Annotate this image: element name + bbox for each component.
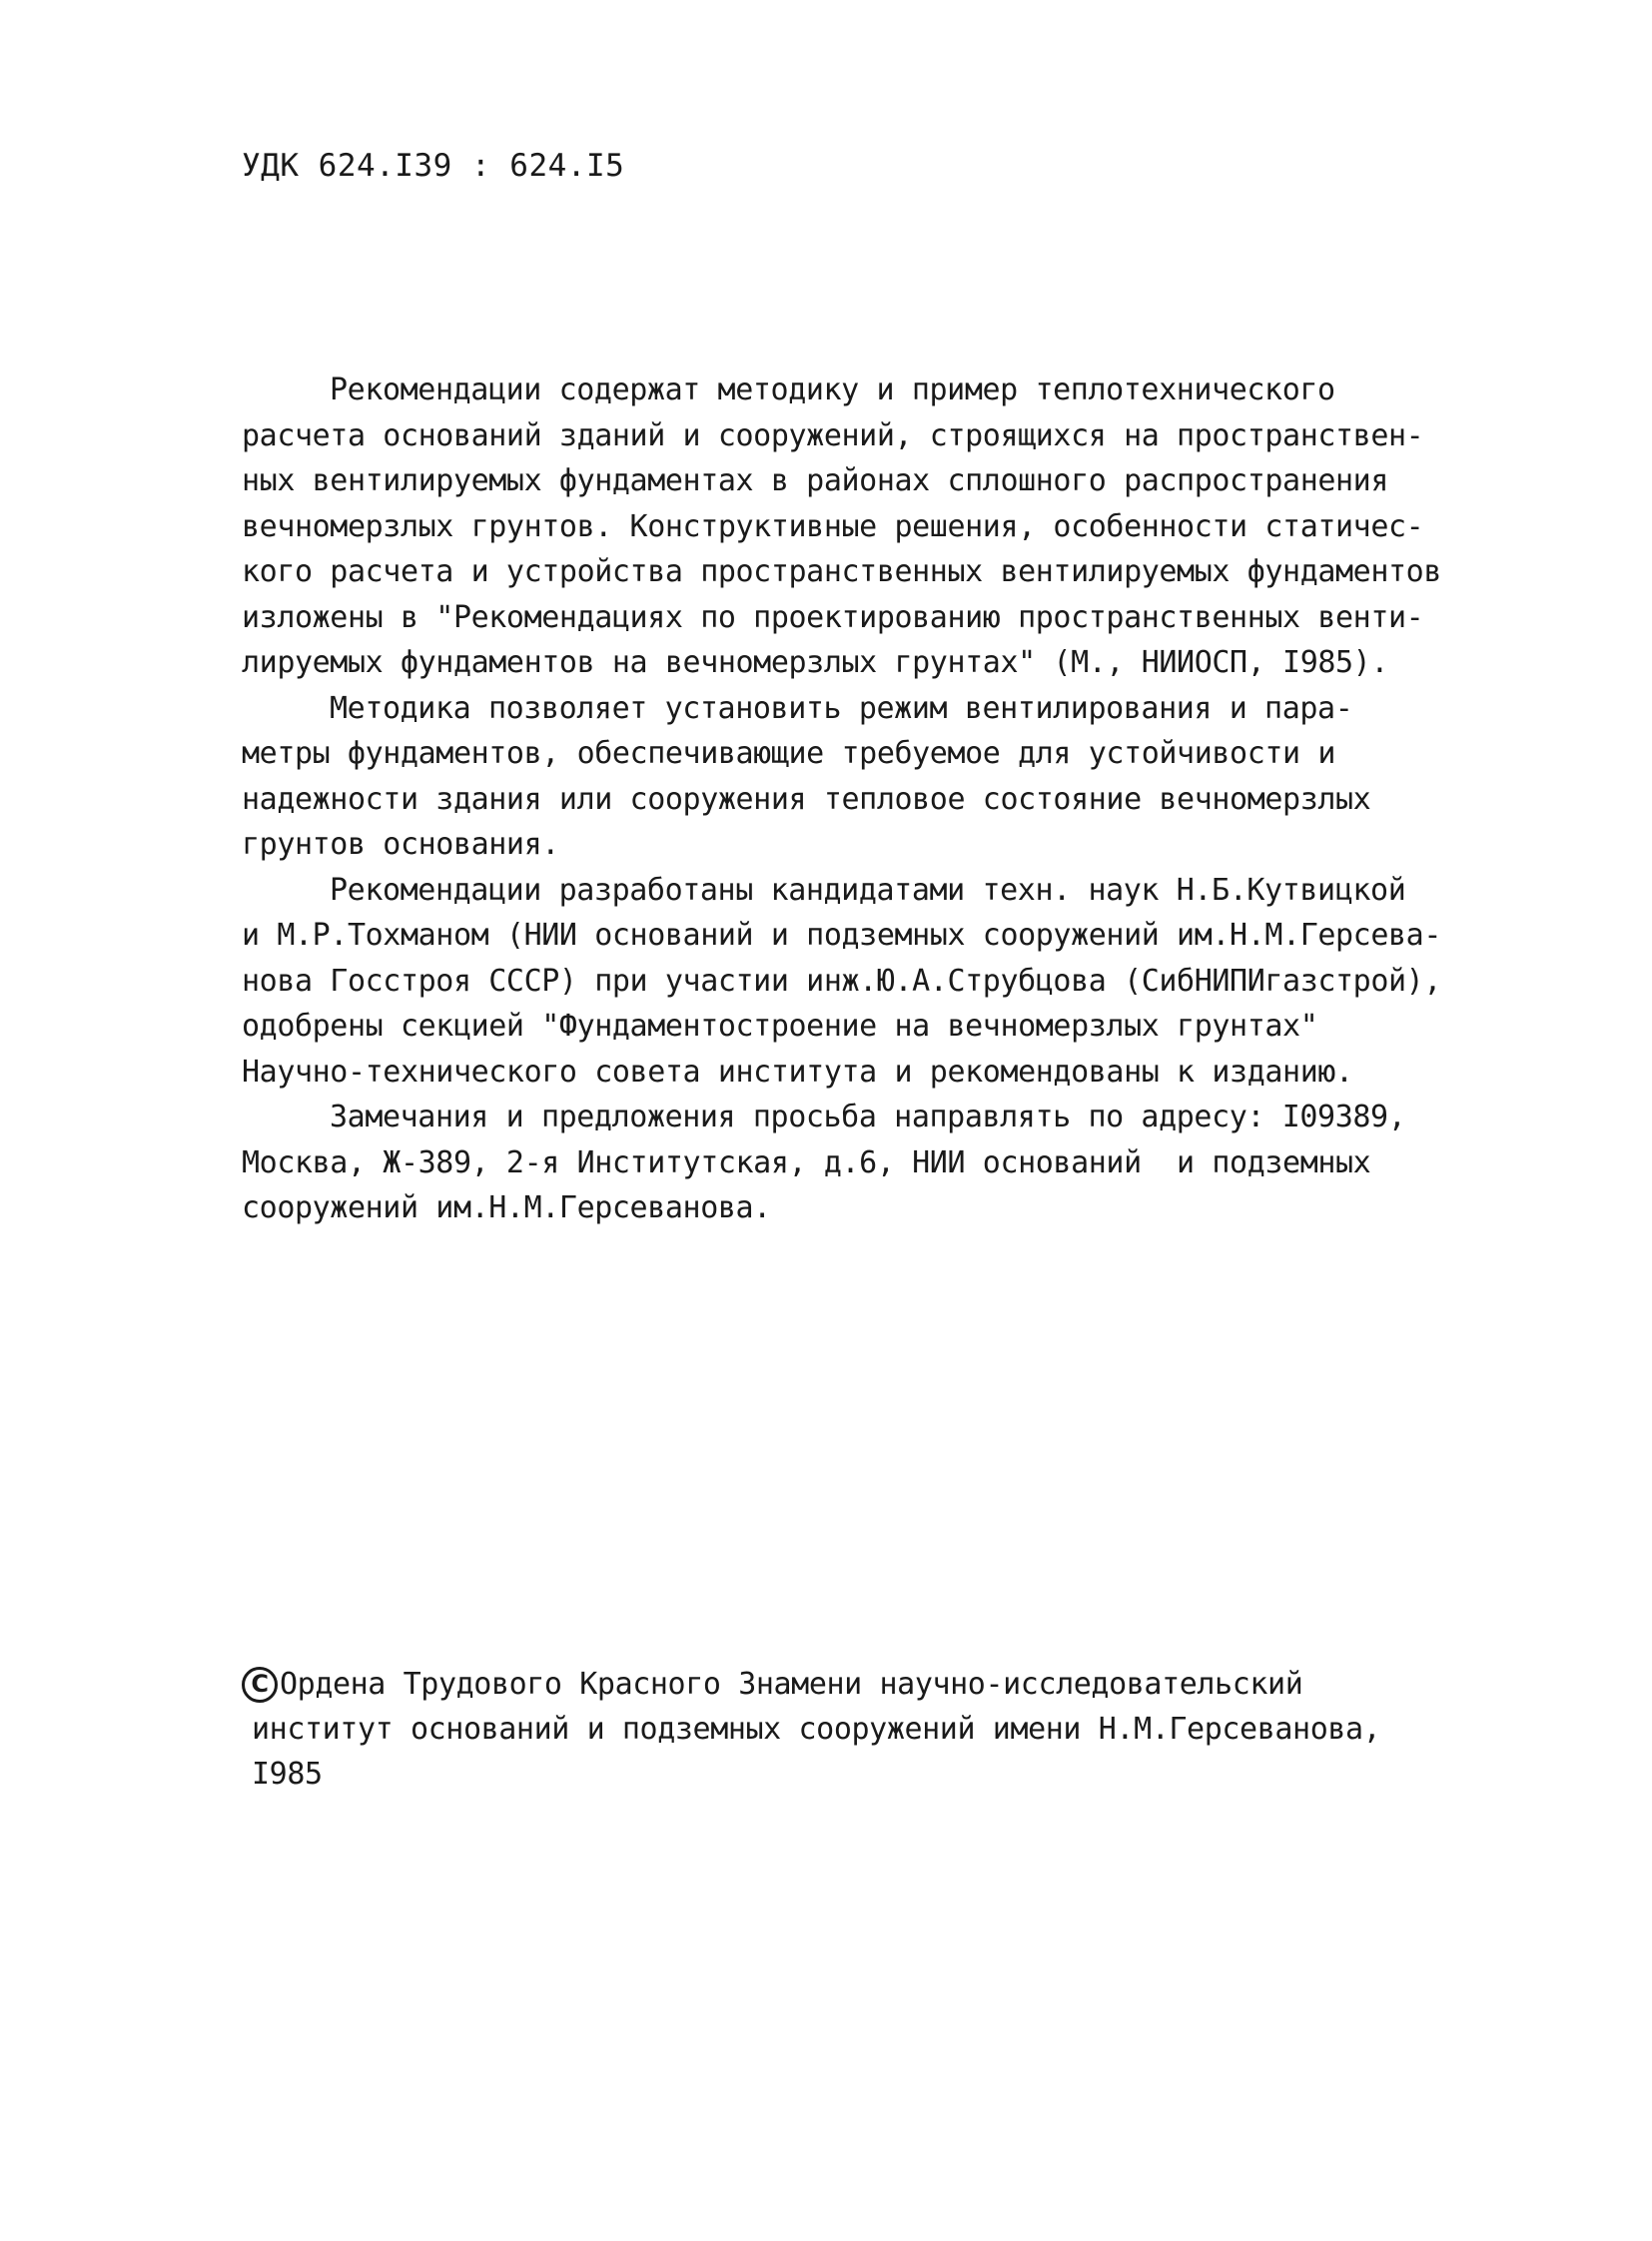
text-line: и М.Р.Тохманом (НИИ оснований и подземных сооружений им.Н.М.Герсева-: [242, 918, 1441, 953]
paragraph-3: [242, 868, 1500, 1096]
text-line: нова Госстроя СССР) при участии инж.Ю.А.Струбцова (СибНИПИгазстрой),: [242, 963, 1441, 999]
text-line: Научно-технического совета института и рекомендованы к изданию.: [242, 1054, 1353, 1090]
paragraph-4: [242, 1095, 1500, 1231]
text-line: лируемых фундаментов на вечномерзлых грунтах" (М., НИИОСП, I985).: [242, 645, 1388, 680]
paragraph-1: [242, 368, 1500, 686]
paragraph-2: [242, 686, 1500, 868]
text-line: Замечания и предложения просьба направлять по адресу: I09389,: [330, 1100, 1406, 1134]
text-line: кого расчета и устройства пространственных вентилируемых фундаментов: [242, 554, 1441, 589]
copyright-text: Ордена Трудового Красного Знамени научно-исследовательский: [280, 1667, 1303, 1702]
text-line: надежности здания или сооружения тепловое состояние вечномерзлых: [242, 781, 1371, 817]
text-line: вечномерзлых грунтов. Конструктивные решения, особенности статичес-: [242, 508, 1424, 544]
text-line: метры фундаментов, обеспечивающие требуемое для устойчивости и: [242, 736, 1336, 771]
copyright-year: I985: [252, 1757, 323, 1792]
text-line: Методика позволяет установить режим вентилирования и пара-: [330, 690, 1353, 726]
text-line: одобрены секцией "Фундаментостроение на вечномерзлых грунтах": [242, 1009, 1318, 1044]
text-line: грунтов основания.: [242, 827, 559, 862]
text-line: Москва, Ж-389, 2-я Институтская, д.6, НИИ оснований и подземных: [242, 1144, 1371, 1180]
text-line: Рекомендации разработаны кандидатами техн. наук Н.Б.Кутвицкой: [330, 872, 1406, 908]
copyright-line: [242, 1662, 1500, 1707]
text-line: расчета оснований зданий и сооружений, строящихся на пространствен-: [242, 417, 1424, 453]
text-line: Рекомендации содержат методику и пример теплотехнического: [330, 373, 1335, 407]
text-line: изложены в "Рекомендациях по проектированию пространственных венти-: [242, 599, 1424, 635]
text-line: сооружений им.Н.М.Герсеванова.: [242, 1190, 771, 1225]
copyright-notice: [242, 1662, 1500, 1797]
abstract-text: [242, 368, 1500, 1231]
text-line: ных вентилируемых фундаментах в районах сплошного распространения: [242, 463, 1388, 498]
copyright-line: институт оснований и подземных сооружений имени Н.М.Герсеванова,: [252, 1712, 1381, 1747]
udk-classification: УДК 624.I39 : 624.I5: [242, 148, 625, 184]
copyright-icon: С: [242, 1667, 278, 1703]
